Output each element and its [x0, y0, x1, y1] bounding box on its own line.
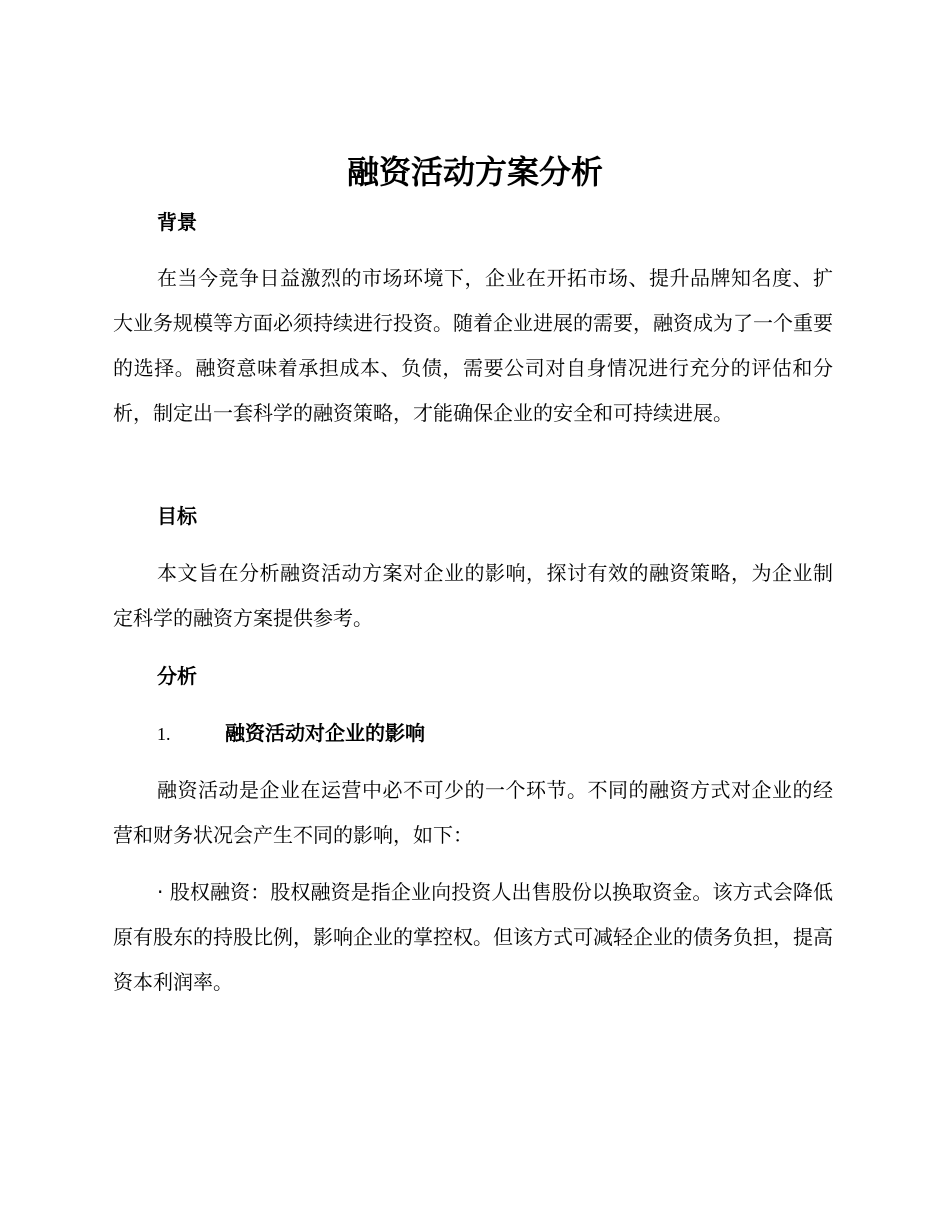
section-heading-goal: 目标	[157, 504, 197, 528]
analysis-paragraph: 融资活动是企业在运营中必不可少的一个环节。不同的融资方式对企业的经营和财务状况会产生不同的影响，如下：	[113, 778, 833, 847]
equity-financing-bullet: · 股权融资：股权融资是指企业向投资人出售股份以换取资金。该方式会降低原有股东的持股比例，影响企业的掌控权。但该方式可减轻企业的债务负担，提高资本利润率。	[113, 880, 833, 994]
document-title: 融资活动方案分析	[346, 153, 603, 191]
section-heading-background: 背景	[157, 210, 197, 234]
background-paragraph: 在当今竞争日益激烈的市场环境下，企业在开拓市场、提升品牌知名度、扩大业务规模等方面必须持续进行投资。随着企业进展的需要，融资成为了一个重要的选择。融资意味着承担成本、负债，需要公司对自身情况进行充分的评估和分析，制定出一套科学的融资策略，才能确保企业的安全和可持续进展。	[113, 266, 833, 425]
list-number: 1.	[157, 724, 171, 744]
section-heading-analysis: 分析	[157, 664, 197, 688]
goal-paragraph: 本文旨在分析融资活动方案对企业的影响，探讨有效的融资策略，为企业制定科学的融资方案提供参考。	[113, 561, 833, 630]
list-item-title: 融资活动对企业的影响	[225, 721, 425, 745]
numbered-list-item	[157, 719, 425, 748]
